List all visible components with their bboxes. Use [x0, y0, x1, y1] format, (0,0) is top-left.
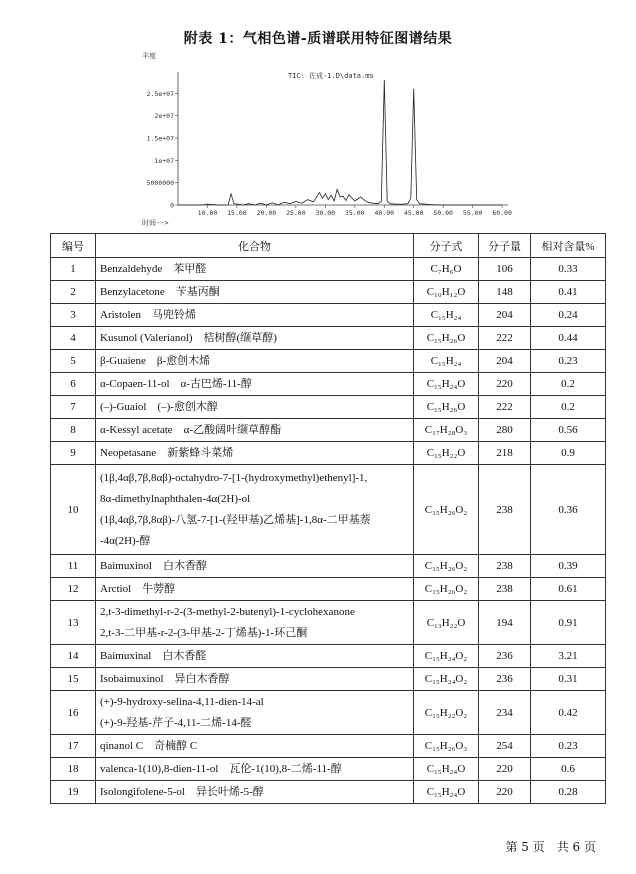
table-row: [51, 645, 606, 668]
cell-formula: C₁₅H₂₄O: [414, 758, 479, 781]
compound-line: qinanol C 奇楠醇 C: [100, 739, 198, 752]
table-row: [51, 281, 606, 304]
compound-line: 2,t-3-二甲基-r-2-(3-甲基-2-丁烯基)-1-环己酮: [100, 626, 308, 639]
table-body: [51, 258, 606, 804]
cell-mw: 194: [479, 601, 531, 645]
cell-no: 1: [51, 258, 96, 281]
cell-mw: 236: [479, 645, 531, 668]
tic-chromatogram: [140, 50, 520, 232]
compound-line: (–)-Guaiol (–)-愈创木醇: [100, 400, 218, 413]
table-row: [51, 304, 606, 327]
compound-line: Baimuxinol 白木香醇: [100, 559, 207, 572]
table-row: [51, 691, 606, 735]
cell-pct: 0.41: [531, 281, 606, 304]
cell-compound: [96, 350, 414, 373]
x-tick-label: 15.00: [227, 209, 247, 217]
compound-line: valenca-1(10),8-dien-11-ol 瓦伦-1(10),8-二烯-11-醇: [100, 762, 342, 775]
cell-no: 3: [51, 304, 96, 327]
y-tick-label: 1e+07: [154, 156, 174, 165]
cell-no: 18: [51, 758, 96, 781]
cell-no: 2: [51, 281, 96, 304]
y-tick-label: 5000000: [146, 179, 174, 188]
cell-mw: 204: [479, 304, 531, 327]
cell-pct: 0.61: [531, 578, 606, 601]
cell-formula: C₁₅H₂₄: [414, 304, 479, 327]
cell-pct: 0.36: [531, 465, 606, 555]
table-row: [51, 668, 606, 691]
cell-pct: 0.31: [531, 668, 606, 691]
cell-compound: [96, 304, 414, 327]
cell-no: 9: [51, 442, 96, 465]
trace-label: TIC: 佐成-1.D\data.ms: [288, 72, 374, 80]
compound-line: 8α-dimethylnaphthalen-4α(2H)-ol: [100, 492, 251, 505]
cell-formula: C₁₅H₂₄O: [414, 781, 479, 804]
cell-mw: 222: [479, 396, 531, 419]
cell-no: 15: [51, 668, 96, 691]
table-row: [51, 350, 606, 373]
cell-mw: 204: [479, 350, 531, 373]
compound-line: (+)-9-hydroxy-selina-4,11-dien-14-al: [100, 695, 264, 708]
cell-formula: C₁₃H₂₂O: [414, 601, 479, 645]
cell-no: 17: [51, 735, 96, 758]
cell-compound: [96, 781, 414, 804]
table-header-row: [51, 234, 606, 258]
cell-no: 5: [51, 350, 96, 373]
cell-mw: 238: [479, 555, 531, 578]
cell-formula: C₁₅H₂₄O: [414, 373, 479, 396]
cell-formula: C₁₀H₁₂O: [414, 281, 479, 304]
cell-mw: 254: [479, 735, 531, 758]
cell-mw: 148: [479, 281, 531, 304]
compound-line: α-Copaen-11-ol α-古巴烯-11-醇: [100, 377, 252, 390]
cell-mw: 220: [479, 373, 531, 396]
cell-no: 4: [51, 327, 96, 350]
cell-pct: 0.39: [531, 555, 606, 578]
cell-compound: [96, 258, 414, 281]
cell-formula: C₁₅H₂₂O: [414, 442, 479, 465]
cell-no: 6: [51, 373, 96, 396]
header-compound: 化合物: [96, 234, 414, 258]
table-row: [51, 555, 606, 578]
cell-formula: C₁₅H₂₄O₂: [414, 668, 479, 691]
y-tick-label: 2.5e+07: [146, 89, 174, 98]
cell-no: 7: [51, 396, 96, 419]
cell-mw: 280: [479, 419, 531, 442]
compound-line: Benzylacetone 苄基丙酮: [100, 285, 220, 298]
cell-pct: 0.44: [531, 327, 606, 350]
header-no: 编号: [51, 234, 96, 258]
page-title: 附表 1：气相色谱-质谱联用特征图谱结果: [183, 31, 453, 47]
cell-pct: 0.9: [531, 442, 606, 465]
y-tick-label: 0: [170, 201, 174, 210]
y-tick-label: 2e+07: [154, 112, 174, 121]
compound-line: (+)-9-羟基-芹子-4,11-二烯-14-醛: [100, 716, 252, 729]
table-row: [51, 758, 606, 781]
x-tick-label: 25.00: [286, 209, 306, 217]
cell-formula: C₁₅H₂₆O₂: [414, 555, 479, 578]
cell-compound: [96, 555, 414, 578]
compound-line: β-Guaiene β-愈创木烯: [100, 354, 211, 367]
table-row: [51, 419, 606, 442]
cell-mw: 220: [479, 758, 531, 781]
compound-line: Kusunol (Valerianol) 桔树醇(缬草醇): [100, 331, 277, 344]
chromatogram-svg: [140, 50, 520, 232]
table-row: [51, 735, 606, 758]
cell-pct: 0.33: [531, 258, 606, 281]
cell-mw: 220: [479, 781, 531, 804]
cell-mw: 106: [479, 258, 531, 281]
table-row: [51, 258, 606, 281]
cell-formula: C₁₅H₂₄O₂: [414, 645, 479, 668]
cell-pct: 0.28: [531, 781, 606, 804]
cell-formula: C₁₅H₂₂O₂: [414, 691, 479, 735]
compound-line: -4α(2H)-醇: [100, 534, 151, 547]
compound-line: Aristolen 马兜铃烯: [100, 308, 196, 321]
cell-no: 11: [51, 555, 96, 578]
x-tick-label: 60.00: [492, 209, 512, 217]
x-tick-label: 30.00: [315, 209, 336, 217]
cell-pct: 0.2: [531, 373, 606, 396]
cell-formula: C₁₅H₂₆O₃: [414, 735, 479, 758]
header-formula: 分子式: [414, 234, 479, 258]
compound-line: Benzaldehyde 苯甲醛: [100, 262, 207, 275]
table-row: [51, 373, 606, 396]
header-mw: 分子量: [479, 234, 531, 258]
cell-formula: C₁₅H₂₆O: [414, 396, 479, 419]
cell-formula: C₁₅H₂₆O₂: [414, 578, 479, 601]
cell-compound: [96, 601, 414, 645]
header-pct: 相对含量%: [531, 234, 606, 258]
compound-line: Neopetasane 新紫蜂斗菜烯: [100, 446, 234, 459]
table-row: [51, 781, 606, 804]
cell-no: 14: [51, 645, 96, 668]
cell-compound: [96, 668, 414, 691]
cell-pct: 0.42: [531, 691, 606, 735]
cell-compound: [96, 758, 414, 781]
cell-formula: C₁₇H₂₈O₃: [414, 419, 479, 442]
cell-no: 19: [51, 781, 96, 804]
x-tick-label: 40.00: [374, 209, 395, 217]
cell-formula: C₁₅H₂₄: [414, 350, 479, 373]
table-row: [51, 578, 606, 601]
compound-line: (1β,4αβ,7β,8αβ)-octahydro-7-[1-(hydroxymethyl)ethenyl]-1,: [100, 471, 368, 484]
cell-compound: [96, 465, 414, 555]
cell-formula: C₁₅H₂₆O: [414, 327, 479, 350]
cell-mw: 238: [479, 578, 531, 601]
cell-mw: 222: [479, 327, 531, 350]
cell-formula: C₇H₆O: [414, 258, 479, 281]
cell-pct: 0.91: [531, 601, 606, 645]
table-row: [51, 442, 606, 465]
page-footer: 第 5 页 共 6 页: [505, 840, 596, 854]
cell-pct: 0.56: [531, 419, 606, 442]
table-row: [51, 601, 606, 645]
x-tick-label: 45.00: [403, 209, 424, 217]
compound-line: Isolongifolene-5-ol 异长叶烯-5-醇: [100, 785, 264, 798]
cell-no: 12: [51, 578, 96, 601]
tic-trace: [178, 80, 502, 205]
cell-compound: [96, 442, 414, 465]
y-tick-label: 1.5e+07: [146, 134, 174, 143]
cell-no: 10: [51, 465, 96, 555]
cell-pct: 0.2: [531, 396, 606, 419]
x-tick-label: 55.00: [462, 209, 483, 217]
table-row: [51, 327, 606, 350]
x-tick-label: 10.00: [197, 209, 218, 217]
cell-pct: 3.21: [531, 645, 606, 668]
cell-mw: 238: [479, 465, 531, 555]
y-axis-label: 丰度: [142, 52, 156, 60]
table-row: [51, 396, 606, 419]
compound-line: α-Kessyl acetate α-乙酸阔叶缬草醇酯: [100, 423, 282, 436]
cell-compound: [96, 327, 414, 350]
compound-line: (1β,4αβ,7β,8αβ)-八氢-7-[1-(羟甲基)乙烯基]-1,8α-二甲基萘: [100, 513, 371, 526]
cell-compound: [96, 691, 414, 735]
cell-compound: [96, 735, 414, 758]
compound-line: Arctiol 牛蒡醇: [100, 582, 176, 595]
cell-mw: 236: [479, 668, 531, 691]
x-tick-label: 20.00: [256, 209, 277, 217]
cell-no: 8: [51, 419, 96, 442]
table-row: [51, 465, 606, 555]
compound-line: 2,t-3-dimethyl-r-2-(3-methyl-2-butenyl)-1-cyclohexanone: [100, 605, 355, 618]
compound-line: Isobaimuxinol 异白木香醇: [100, 672, 230, 685]
cell-compound: [96, 578, 414, 601]
cell-formula: C₁₅H₂₆O₂: [414, 465, 479, 555]
cell-compound: [96, 396, 414, 419]
cell-compound: [96, 373, 414, 396]
cell-pct: 0.24: [531, 304, 606, 327]
cell-compound: [96, 645, 414, 668]
x-axis-label: 时间-->: [142, 219, 169, 227]
cell-mw: 234: [479, 691, 531, 735]
cell-no: 16: [51, 691, 96, 735]
cell-compound: [96, 281, 414, 304]
x-tick-label: 35.00: [344, 209, 365, 217]
x-tick-label: 50.00: [433, 209, 453, 217]
cell-pct: 0.6: [531, 758, 606, 781]
compound-line: Baimuxinal 白木香醛: [100, 649, 207, 662]
cell-pct: 0.23: [531, 350, 606, 373]
cell-no: 13: [51, 601, 96, 645]
results-table: [50, 233, 606, 804]
cell-mw: 218: [479, 442, 531, 465]
cell-compound: [96, 419, 414, 442]
cell-pct: 0.23: [531, 735, 606, 758]
